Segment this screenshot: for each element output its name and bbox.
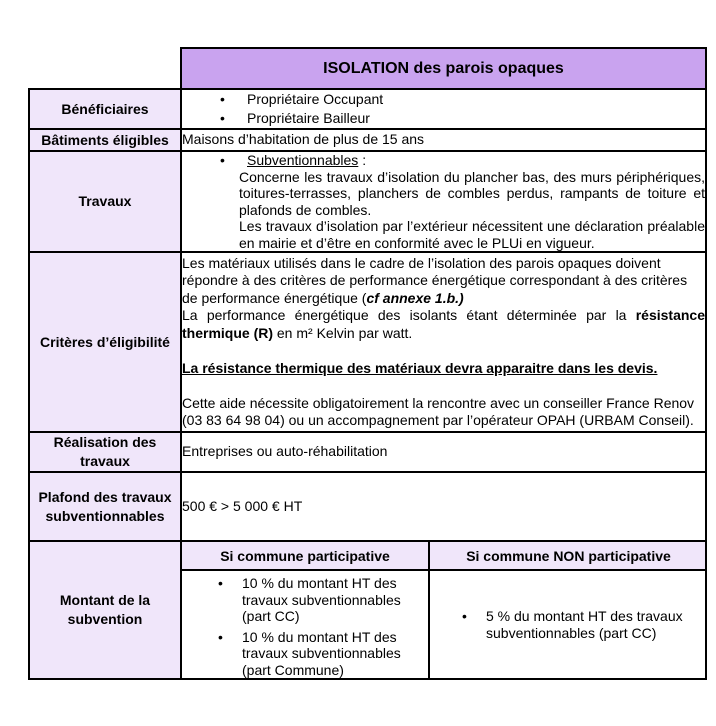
plafond-amount: 500 € > 5 000 € HT — [182, 497, 303, 514]
travaux-paragraph-2: Les travaux d’isolation par l’extérieur nécessitent une déclaration préalable en mairie et d’être en conformité avec le PLUi en vigueur. — [239, 218, 705, 251]
page-title — [181, 48, 706, 89]
criteres-content — [181, 252, 706, 432]
bullet-icon: • — [462, 608, 467, 624]
montant-non-participative-cell — [429, 570, 707, 678]
annexe-reference: cf annexe 1.b.) — [366, 289, 464, 306]
table-row — [182, 542, 707, 570]
row-label-batiments — [29, 129, 181, 151]
row-label-text: Bâtiments éligibles — [41, 131, 169, 148]
subventionnables-label: Subventionnables — [247, 152, 359, 168]
row-label-realisation — [29, 432, 181, 472]
bullet-icon: • — [220, 110, 225, 126]
list-item — [182, 109, 705, 128]
list-item-text: 10 % du montant HT des travaux subventionnables (part Commune) — [242, 628, 401, 678]
list-item — [182, 575, 428, 625]
bullet-icon: • — [218, 575, 223, 591]
batiments-text: Maisons d’habitation de plus de 15 ans — [182, 131, 425, 148]
criteres-paragraph-1 — [182, 255, 705, 308]
montant-participative-cell — [182, 570, 429, 678]
table-row — [29, 89, 706, 129]
top-left-spacer — [29, 48, 181, 89]
table-row — [182, 570, 707, 678]
row-label-text: Critères d’éligibilité — [40, 333, 170, 350]
column-header-commune-participative — [182, 542, 429, 570]
column-header-text: Si commune participative — [220, 547, 390, 564]
criteres-p1-text: Les matériaux utilisés dans le cadre de l’isolation des parois opaques doivent répondre à des critères de performance énergétique correspondant à des critères de performance énergétique ( — [182, 254, 688, 306]
list-item-text — [247, 152, 705, 169]
row-label-plafond — [29, 472, 181, 541]
row-label-montant — [29, 541, 181, 679]
subsidy-info-table — [28, 47, 707, 680]
table-row — [29, 151, 706, 252]
row-label-text: Montant de la subvention — [59, 592, 151, 627]
realisation-text: Entreprises ou auto-réhabilitation — [182, 443, 388, 460]
list-item-text: Propriétaire Occupant — [247, 91, 384, 107]
bullet-icon: • — [220, 91, 225, 107]
criteres-p2-end: en m² Kelvin par watt. — [273, 324, 413, 341]
page-title-text: ISOLATION des parois opaques — [323, 59, 564, 77]
bullet-icon: • — [218, 628, 223, 645]
list-item — [182, 90, 705, 109]
table-row — [29, 48, 706, 89]
batiments-content — [181, 129, 706, 151]
list-item-text: 10 % du montant HT des travaux subventionnables (part CC) — [242, 575, 401, 624]
criteres-paragraph-4: Cette aide nécessite obligatoirement la rencontre avec un conseiller France Renov (03 83 64 98 04) ou un accompagnement par l’opérateur OPAH (URBAM Conseil). — [182, 394, 695, 428]
table-row — [29, 432, 706, 472]
table-row — [29, 472, 706, 541]
realisation-content — [181, 432, 706, 472]
row-label-text: Plafond des travaux subventionnables — [38, 488, 172, 524]
travaux-content — [181, 151, 706, 252]
criteres-requirement-statement: La résistance thermique des matériaux devra apparaitre dans les devis. — [182, 359, 658, 376]
row-label-text: Bénéficiaires — [61, 100, 149, 117]
criteres-paragraph-2 — [182, 307, 705, 342]
row-label-beneficiaires — [29, 89, 181, 129]
column-header-text: Si commune NON participative — [466, 547, 671, 564]
table-row — [29, 541, 706, 679]
list-item-text: Propriétaire Bailleur — [247, 110, 370, 126]
table-row — [29, 129, 706, 151]
table-row — [29, 252, 706, 432]
resistance-thermique-term: résistance thermique (R) — [182, 307, 705, 341]
list-item — [182, 152, 705, 169]
row-label-criteres — [29, 252, 181, 432]
row-label-travaux — [29, 151, 181, 252]
montant-content — [181, 541, 706, 679]
bullet-icon: • — [220, 152, 225, 168]
montant-sub-table — [182, 542, 707, 678]
row-label-text: Travaux — [78, 193, 132, 209]
column-header-commune-non-participative — [429, 542, 707, 570]
plafond-content — [181, 472, 706, 541]
list-item-text: 5 % du montant HT des travaux subventionnables (part CC) — [486, 608, 683, 641]
travaux-paragraph-1: Concerne les travaux d’isolation du plancher bas, des murs périphériques, toitures-terrasses, planchers de combles perdus, rampants de toiture et plafonds de combles. — [239, 168, 705, 218]
colon: : — [358, 152, 367, 168]
list-item — [430, 608, 707, 641]
list-item — [182, 629, 428, 679]
row-label-text: Réalisation des travaux — [53, 434, 157, 469]
criteres-p2-start: La performance énergétique des isolants étant déterminée par la — [182, 307, 636, 323]
beneficiaires-content — [181, 89, 706, 129]
